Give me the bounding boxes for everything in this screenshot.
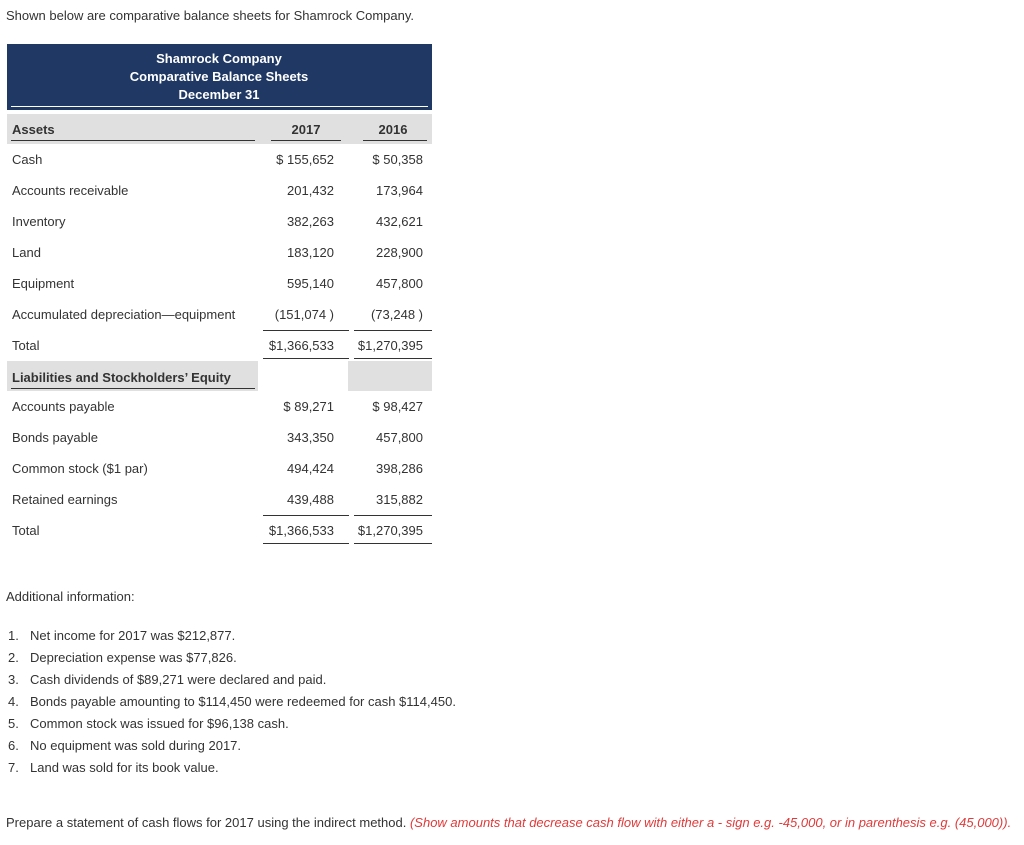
- total-double-rule: [263, 358, 349, 359]
- value-2017: 343,350: [287, 430, 334, 445]
- value-2016: (73,248 ): [370, 307, 423, 322]
- additional-info-heading: Additional information:: [6, 589, 135, 604]
- value-2016: 432,621: [376, 214, 423, 229]
- additional-info-list: [8, 627, 456, 781]
- row-label: Accounts receivable: [12, 183, 129, 198]
- value-2016: $ 98,427: [372, 399, 423, 414]
- total-top-rule: [354, 515, 432, 516]
- row-label: Retained earnings: [12, 492, 118, 507]
- table-row: [7, 453, 432, 484]
- value-2017: $ 155,652: [276, 152, 334, 167]
- table-row: [7, 422, 432, 453]
- item-number: 4.: [8, 694, 19, 709]
- value-2017: 382,263: [287, 214, 334, 229]
- list-item: [8, 627, 456, 649]
- year-2017-header: 2017: [291, 122, 321, 137]
- row-label: Equipment: [12, 276, 75, 291]
- item-text: Land was sold for its book value.: [30, 760, 219, 775]
- balance-sheet-table: [7, 44, 432, 546]
- list-item: [8, 649, 456, 671]
- total-top-rule: [263, 330, 349, 331]
- value-2016: 457,800: [376, 276, 423, 291]
- table-row: [7, 268, 432, 299]
- list-item: [8, 671, 456, 693]
- item-text: Cash dividends of $89,271 were declared and paid.: [30, 672, 327, 687]
- statement-title: Comparative Balance Sheets: [129, 69, 309, 84]
- table-row: [7, 175, 432, 206]
- value-2016: $1,270,395: [357, 523, 423, 538]
- liabilities-header-row: [7, 361, 432, 391]
- total-top-rule: [354, 330, 432, 331]
- list-item: [8, 715, 456, 737]
- value-2017: 439,488: [287, 492, 334, 507]
- total-double-rule: [354, 543, 432, 544]
- instruction-main: Prepare a statement of cash flows for 2017 using the indirect method.: [6, 815, 407, 830]
- value-2017: $1,366,533: [268, 338, 334, 353]
- year-2017-underline: [271, 140, 341, 141]
- value-2016: 173,964: [376, 183, 423, 198]
- row-label: Accumulated depreciation—equipment: [12, 307, 236, 322]
- total-top-rule: [263, 515, 349, 516]
- total-row: [7, 515, 432, 546]
- table-row: [7, 237, 432, 268]
- row-label: Cash: [12, 152, 43, 167]
- item-text: Net income for 2017 was $212,877.: [30, 628, 236, 643]
- table-row: [7, 484, 432, 515]
- table-row: [7, 144, 432, 175]
- item-text: Depreciation expense was $77,826.: [30, 650, 237, 665]
- value-2017: $1,366,533: [268, 523, 334, 538]
- item-number: 5.: [8, 716, 19, 731]
- value-2017: 183,120: [287, 245, 334, 260]
- assets-header: Assets: [12, 122, 55, 137]
- total-double-rule: [354, 358, 432, 359]
- row-label: Common stock ($1 par): [12, 461, 148, 476]
- item-text: No equipment was sold during 2017.: [30, 738, 242, 753]
- value-2017: (151,074 ): [274, 307, 334, 322]
- item-text: Bonds payable amounting to $114,450 were redeemed for cash $114,450.: [30, 694, 456, 709]
- balance-sheet-header: [7, 44, 432, 110]
- intro-text: Shown below are comparative balance sheets for Shamrock Company.: [6, 8, 415, 23]
- item-number: 2.: [8, 650, 19, 665]
- table-row: [7, 299, 432, 330]
- item-number: 6.: [8, 738, 19, 753]
- value-2017: 201,432: [287, 183, 334, 198]
- company-name: Shamrock Company: [156, 51, 282, 66]
- liabilities-header: Liabilities and Stockholders’ Equity: [12, 370, 231, 385]
- value-2016: $ 50,358: [372, 152, 423, 167]
- row-label: Accounts payable: [12, 399, 115, 414]
- table-row: [7, 206, 432, 237]
- header-rule: [11, 106, 428, 107]
- item-number: 1.: [8, 628, 19, 643]
- row-label: Land: [12, 245, 41, 260]
- value-2016: 398,286: [376, 461, 423, 476]
- item-number: 3.: [8, 672, 19, 687]
- list-item: [8, 737, 456, 759]
- item-text: Common stock was issued for $96,138 cash.: [30, 716, 289, 731]
- value-2016: $1,270,395: [357, 338, 423, 353]
- list-item: [8, 693, 456, 715]
- year-2016-underline: [363, 140, 427, 141]
- list-item: [8, 759, 456, 781]
- total-row: [7, 330, 432, 361]
- total-double-rule: [263, 543, 349, 544]
- row-label: Inventory: [12, 214, 66, 229]
- liabilities-underline: [11, 388, 255, 389]
- row-label: Bonds payable: [12, 430, 99, 445]
- instruction-text: [6, 815, 1011, 830]
- value-2016: 457,800: [376, 430, 423, 445]
- assets-header-row: [7, 114, 432, 144]
- table-row: [7, 391, 432, 422]
- statement-date: December 31: [178, 87, 260, 102]
- value-2016: 228,900: [376, 245, 423, 260]
- value-2016: 315,882: [376, 492, 423, 507]
- value-2017: 494,424: [287, 461, 334, 476]
- value-2017: 595,140: [287, 276, 334, 291]
- assets-underline: [11, 140, 255, 141]
- liabilities-header-shade-right: [348, 361, 432, 391]
- row-label: Total: [12, 338, 40, 353]
- value-2017: $ 89,271: [283, 399, 334, 414]
- year-2016-header: 2016: [378, 122, 408, 137]
- item-number: 7.: [8, 760, 19, 775]
- instruction-note: (Show amounts that decrease cash flow with either a - sign e.g. -45,000, or in parenthesis e.g. (45,000)).: [409, 815, 1012, 830]
- row-label: Total: [12, 523, 40, 538]
